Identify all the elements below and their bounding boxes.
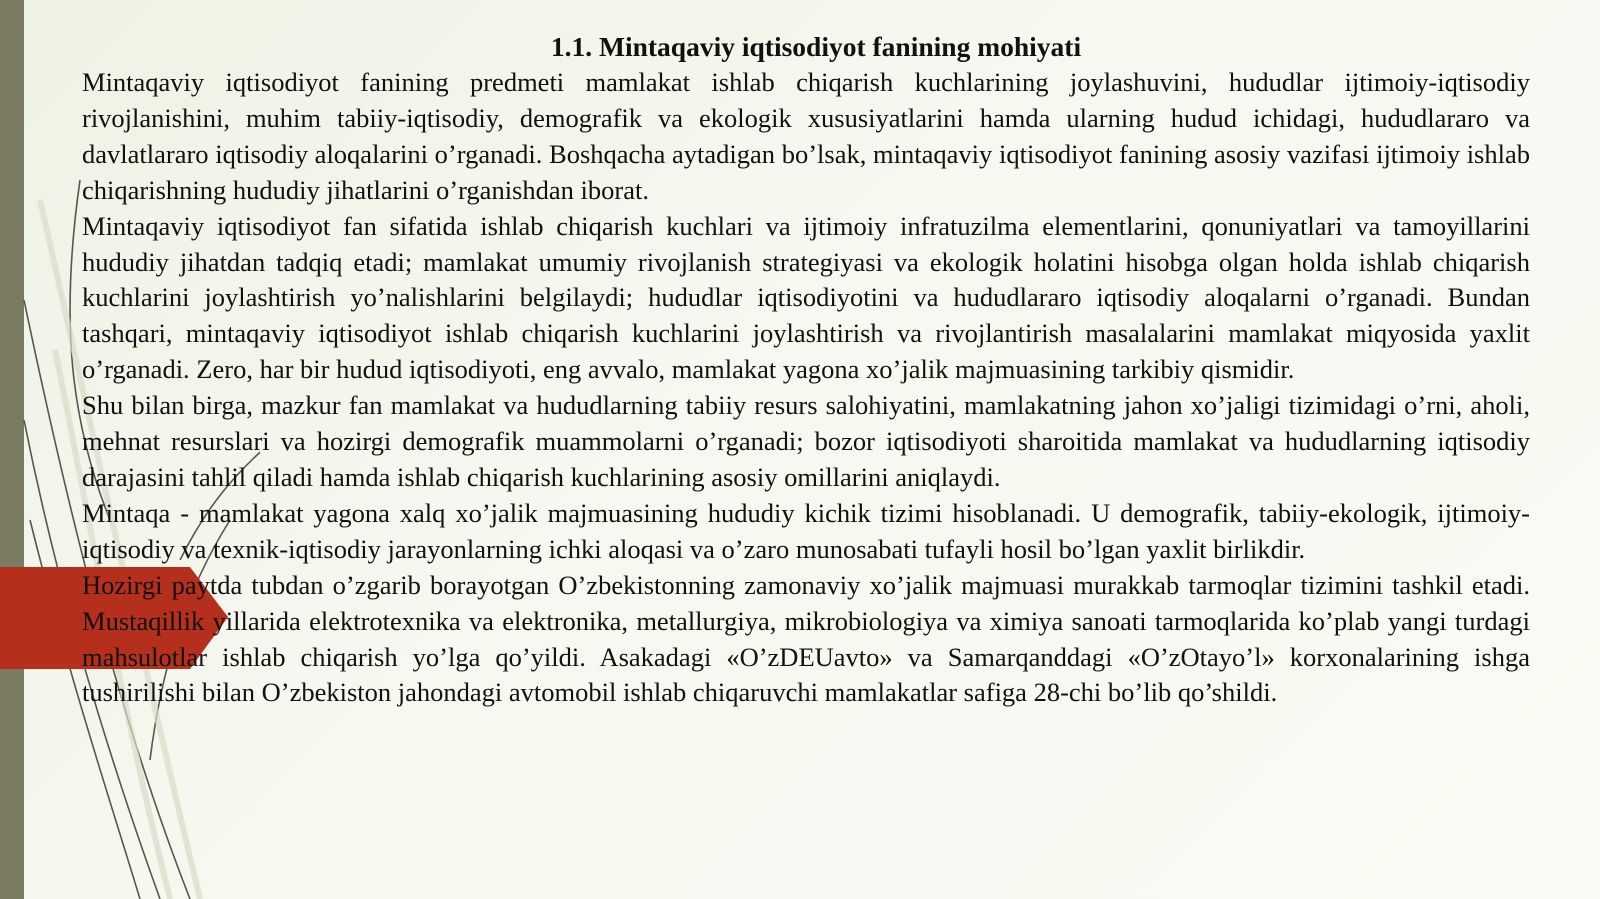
paragraph-2: Mintaqaviy iqtisodiyot fan sifatida ishlab chiqarish kuchlari va ijtimoiy infratuzilma elementlarini, qonuniyatlari va tamoyillarini hududiy jihatdan tadqiq etadi; mamlakat umumiy rivojlanish strategiyasi va ekologik holatini hisobga olgan holda ishlab chiqarish kuchlarini joylashtirish yo’nalishlarini belgilaydi; hududlar iqtisodiyotini va hududlararo iqtisodiy aloqalarni o’rganadi. Bundan tashqari, mintaqaviy iqtisodiyot ishlab chiqarish kuchlarini joylashtirish va rivojlantirish masalalarini mamlakat miqyosida yaxlit o’rganadi. Zero, har bir hudud iqtisodiyoti, eng avvalo, mamlakat yagona xo’jalik majmuasining tarkibiy qismidir. <box>82 210 1530 385</box>
document-body <box>82 29 1530 711</box>
paragraph-1: Mintaqaviy iqtisodiyot fanining predmeti mamlakat ishlab chiqarish kuchlarining joylashuvini, hududlar ijtimoiy-iqtisodiy rivojlanishini, muhim tabiiy-iqtisodiy, demografik va ekologik xususiyatlarini hamda ularning hudud ichidagi, hududlararo va davlatlararo iqtisodiy aloqalarini o’rganadi. Boshqacha aytadigan bo’lsak, mintaqaviy iqtisodiyot fanining asosiy vazifasi ijtimoiy ishlab chiqarishning hududiy jihatlarini o’rganishdan iborat. <box>82 67 1530 205</box>
paragraph-4: Mintaqa - mamlakat yagona xalq xo’jalik majmuasining hududiy kichik tizimi hisoblanadi. U demografik, tabiiy-ekologik, ijtimoiy-iqtisodiy va texnik-iqtisodiy jarayonlarning ichki aloqasi va o’zaro munosabati tufayli hosil bo’lgan yaxlit birlikdir. <box>82 497 1530 564</box>
document-title: 1.1. Mintaqaviy iqtisodiyot fanining mohiyati <box>550 31 1082 62</box>
paragraph-5: Hozirgi paytda tubdan o’zgarib borayotgan O’zbekistonning zamonaviy xo’jalik majmuasi murakkab tarmoqlar tizimini tashkil etadi. Mustaqillik yillarida elektrotexnika va elektronika, metallurgiya, mikrobiologiya va ximiya sanoati tarmoqlarida ko’plab yangi turdagi mahsulotlar ishlab chiqarish yo’lga qo’yildi. Asakadagi «O’zDEUavto» va Samarqanddagi «O’zOtayo’l» korxonalarining ishga tushirilishi bilan O’zbekiston jahondagi avtomobil ishlab chiqaruvchi mamlakatlar safiga 28-chi bo’lib qo’shildi. <box>82 569 1530 708</box>
paragraph-3: Shu bilan birga, mazkur fan mamlakat va hududlarning tabiiy resurs salohiyatini, mamlakatning jahon xo’jaligi tizimidagi o’rni, aholi, mehnat resurslari va hozirgi demografik muammolarni o’rganadi; bozor iqtisodiyoti sharoitida mamlakat va hududlarning iqtisodiy darajasini tahlil qiladi hamda ishlab chiqarish kuchlarining asosiy omillarini aniqlaydi. <box>82 390 1530 492</box>
